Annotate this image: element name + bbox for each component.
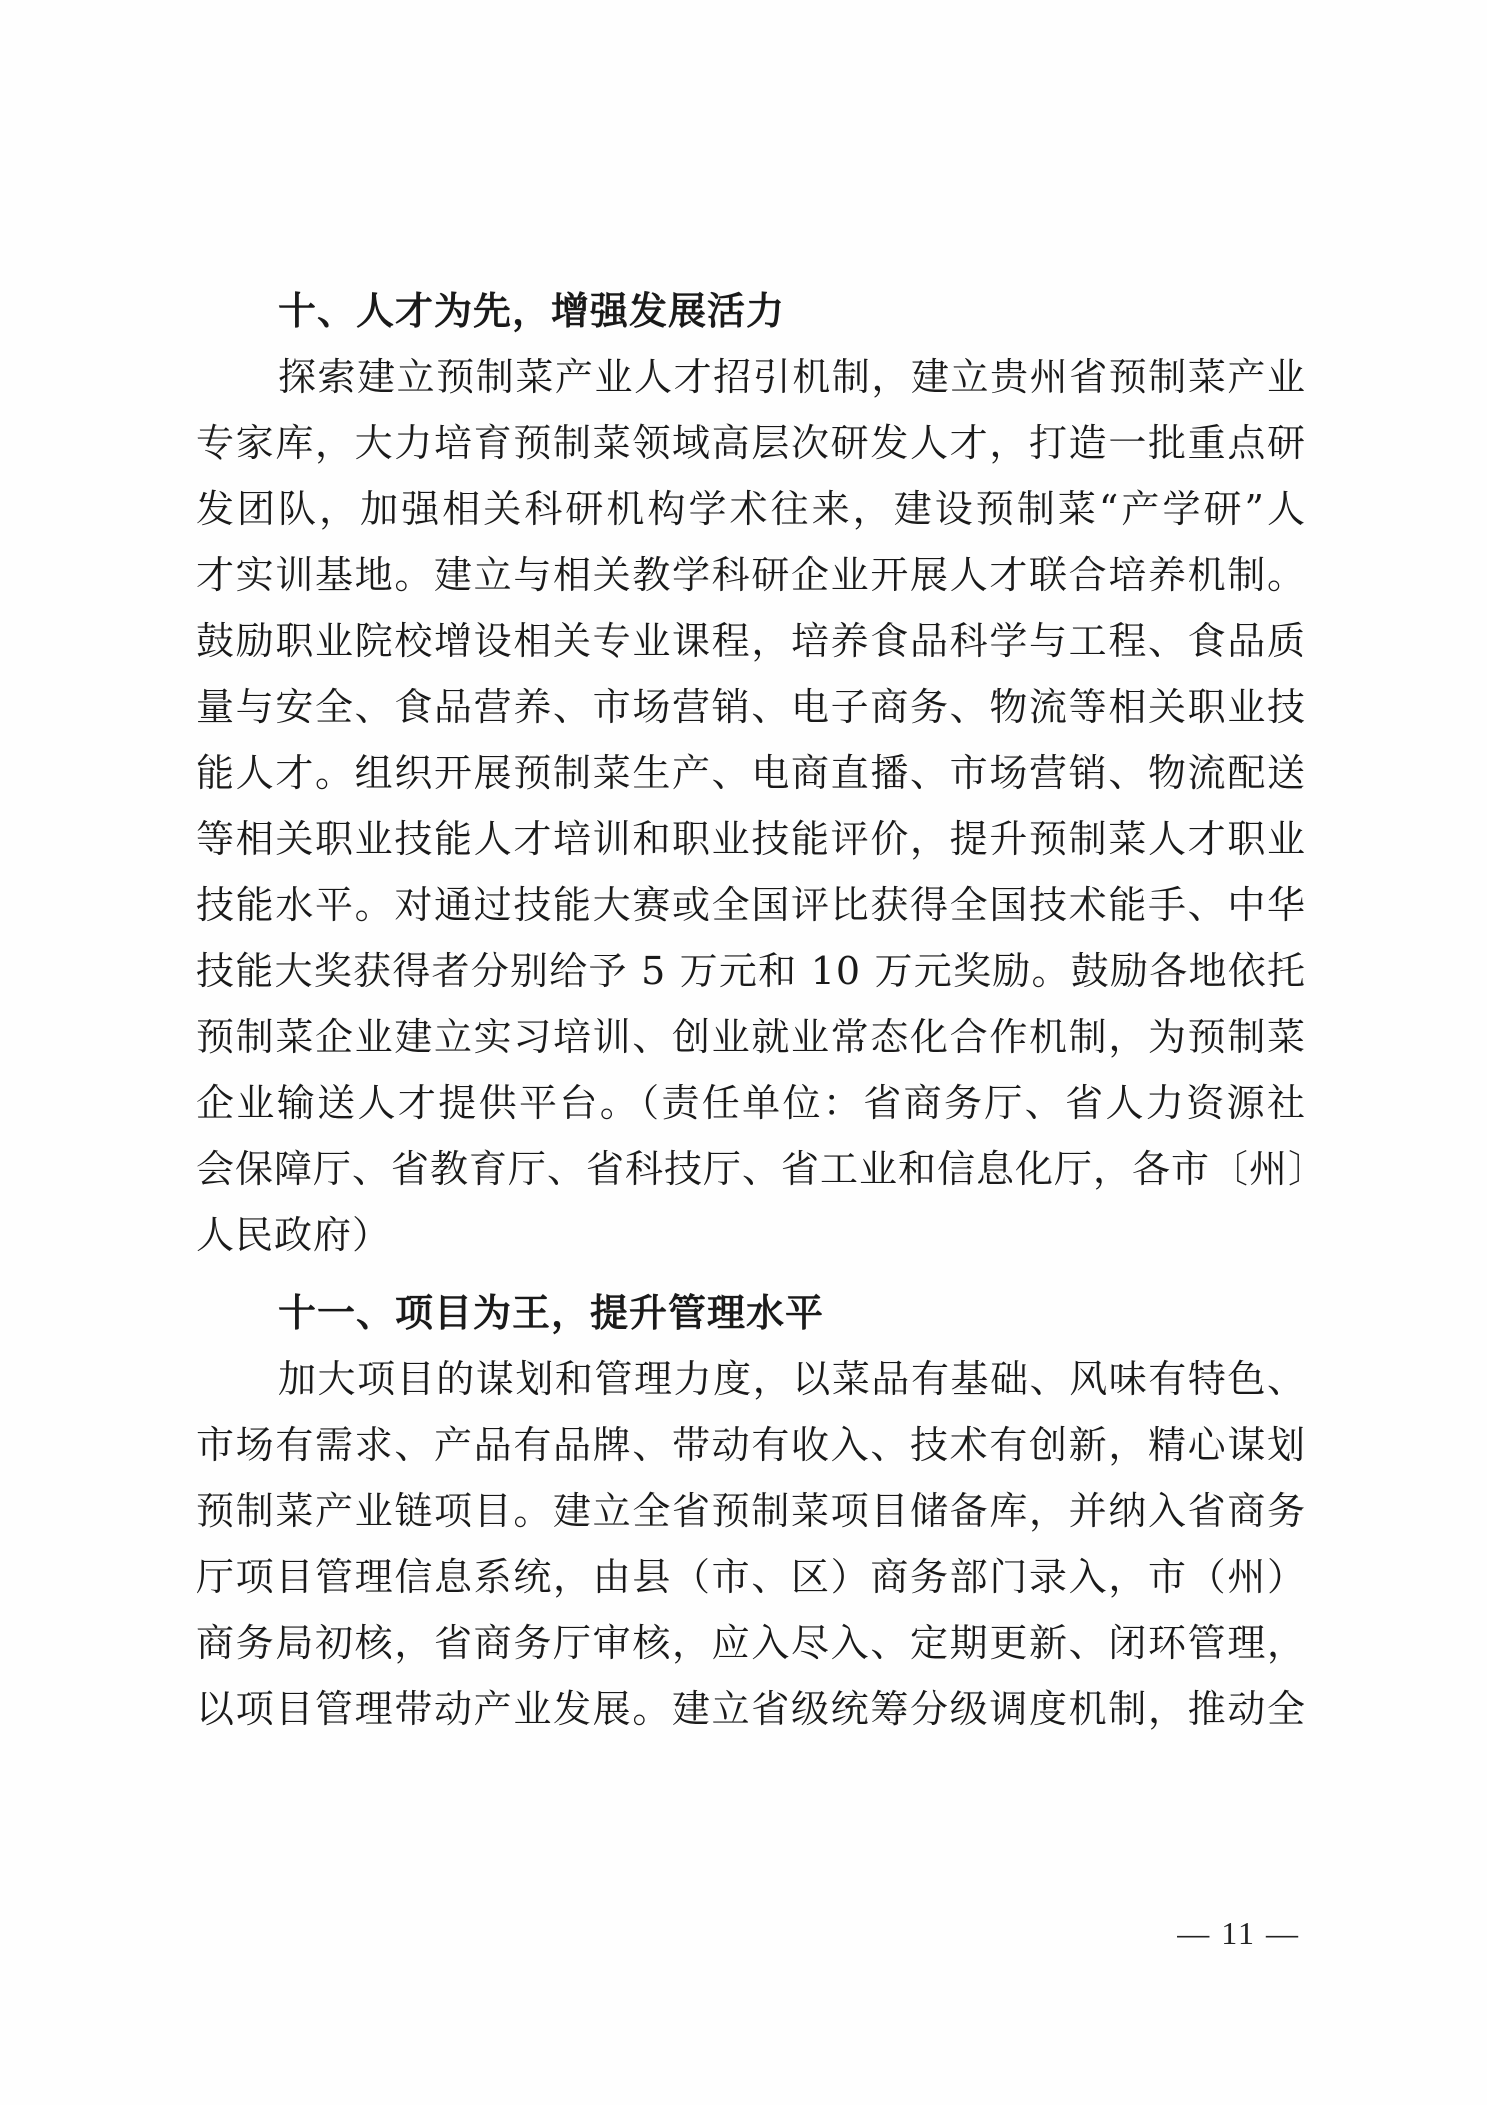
paragraph-line: 预制菜企业建立实习培训、创业就业常态化合作机制，为预制菜 [196, 1015, 1306, 1059]
section-10-paragraph [196, 344, 1328, 1268]
section-11-paragraph [196, 1346, 1306, 1742]
paragraph-line: 企业输送人才提供平台。（责任单位：省商务厅、省人力资源社 [196, 1081, 1306, 1125]
paragraph-line: 专家库，大力培育预制菜领域高层次研发人才，打造一批重点研 [196, 421, 1306, 465]
paragraph-line: 探索建立预制菜产业人才招引机制，建立贵州省预制菜产业 [278, 355, 1306, 399]
section-gap [196, 1268, 1306, 1280]
paragraph-line: 市场有需求、产品有品牌、带动有收入、技术有创新，精心谋划 [196, 1423, 1306, 1467]
paragraph-line: 以项目管理带动产业发展。建立省级统筹分级调度机制，推动全 [196, 1687, 1306, 1731]
paragraph-line: 发团队，加强相关科研机构学术往来，建设预制菜“产学研”人 [196, 487, 1306, 531]
paragraph-line: 鼓励职业院校增设相关专业课程，培养食品科学与工程、食品质 [196, 619, 1306, 663]
paragraph-line: 商务局初核，省商务厅审核，应入尽入、定期更新、闭环管理， [196, 1621, 1306, 1665]
paragraph-line: 会保障厅、省教育厅、省科技厅、省工业和信息化厅，各市〔州〕 [196, 1147, 1328, 1191]
paragraph-line: 技能水平。对通过技能大赛或全国评比获得全国技术能手、中华 [196, 883, 1306, 927]
paragraph-line: 加大项目的谋划和管理力度，以菜品有基础、风味有特色、 [278, 1357, 1306, 1401]
paragraph-line: 能人才。组织开展预制菜生产、电商直播、市场营销、物流配送 [196, 751, 1306, 795]
section-11-heading: 十一、项目为王，提升管理水平 [278, 1291, 825, 1335]
page-number: — 11 — [1177, 1915, 1300, 1951]
paragraph-line: 才实训基地。建立与相关教学科研企业开展人才联合培养机制。 [196, 553, 1306, 597]
paragraph-line: 厅项目管理信息系统，由县（市、区）商务部门录入，市（州） [196, 1555, 1306, 1599]
paragraph-line: 预制菜产业链项目。建立全省预制菜项目储备库，并纳入省商务 [196, 1489, 1306, 1533]
paragraph-line: 技能大奖获得者分别给予 5 万元和 10 万元奖励。鼓励各地依托 [196, 949, 1306, 993]
section-10-heading: 十、人才为先，增强发展活力 [278, 289, 786, 333]
paragraph-line: 等相关职业技能人才培训和职业技能评价，提升预制菜人才职业 [196, 817, 1306, 861]
paragraph-line: 量与安全、食品营养、市场营销、电子商务、物流等相关职业技 [196, 685, 1306, 729]
document-body [196, 278, 1328, 1742]
paragraph-line: 人民政府） [196, 1213, 392, 1257]
